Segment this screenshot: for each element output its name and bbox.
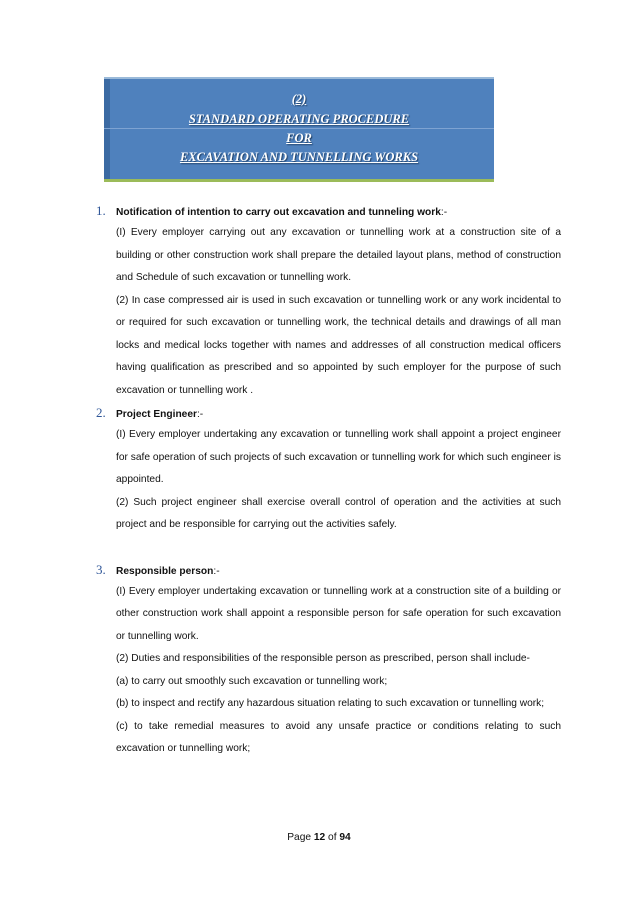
- page-of: of: [325, 832, 340, 843]
- paragraph: (I) Every employer undertaking excavation or tunnelling work at a construction site of a building or other construction work shall appoint a responsible person for safe operation for such excavation or tunnelling work.: [116, 585, 561, 642]
- section-title-suffix: :-: [440, 207, 448, 218]
- banner-divider: [104, 128, 494, 129]
- paragraph: (2) Duties and responsibilities of the responsible person as prescribed, person shall include-: [116, 653, 530, 664]
- section-heading: [96, 559, 561, 581]
- banner-line-for: FOR: [286, 131, 312, 145]
- section-title-suffix: :-: [213, 565, 220, 577]
- title-banner: [104, 77, 494, 182]
- paragraph: (I) Every employer undertaking any excavation or tunnelling work shall appoint a project engineer for safe operation of such projects of such excavation or tunnelling work for which such engineer is appointed.: [116, 429, 561, 485]
- page-label: Page: [287, 832, 314, 843]
- paragraph: (I) Every employer carrying out any excavation or tunnelling work at a construction site of a building or other construction work shall prepare the detailed layout plans, method of construction and Schedule of such excavation or tunnelling work.: [116, 227, 561, 283]
- section-title: Project Engineer: [116, 409, 197, 420]
- document-body: [96, 200, 561, 761]
- spacer: [96, 537, 561, 559]
- paragraph: (c) to take remedial measures to avoid any unsafe practice or conditions relating to such excavation or tunnelling work;: [116, 720, 561, 754]
- section-notification: [96, 200, 561, 402]
- section-number: 1.: [96, 203, 106, 218]
- banner-line-subject: EXCAVATION AND TUNNELLING WORKS: [179, 150, 419, 164]
- paragraph: (b) to inspect and rectify any hazardous situation relating to such excavation or tunnelling work;: [116, 698, 545, 709]
- section-title: Notification of intention to carry out excavation and tunneling work: [116, 207, 441, 218]
- paragraph: (2) Such project engineer shall exercise overall control of operation and the activities at such project and be responsible for carrying out the activities safely.: [116, 496, 561, 530]
- section-number: 2.: [96, 405, 106, 420]
- page-current: 12: [313, 832, 326, 843]
- section-title: Responsible person: [116, 565, 214, 577]
- banner-line-number: (2): [291, 92, 307, 106]
- page-footer: [0, 832, 638, 843]
- section-heading: [96, 402, 561, 424]
- banner-line-sop: STANDARD OPERATING PROCEDURE: [188, 112, 410, 126]
- section-responsible-person: [96, 559, 561, 761]
- page-total: 94: [339, 832, 351, 843]
- paragraph: (2) In case compressed air is used in such excavation or tunnelling work or any work incidental to or required for such excavation or tunnelling work, the technical details and drawings of all man locks and medical locks together with names and addresses of all construction medical officers having qualification as prescribed and so appointed by such employer for the purpose of such excavation or tunnelling work .: [116, 294, 561, 396]
- section-heading: [96, 200, 561, 222]
- section-number: 3.: [96, 561, 106, 577]
- section-project-engineer: [96, 402, 561, 537]
- section-title-suffix: :-: [196, 409, 204, 420]
- paragraph: (a) to carry out smoothly such excavation or tunnelling work;: [116, 675, 388, 687]
